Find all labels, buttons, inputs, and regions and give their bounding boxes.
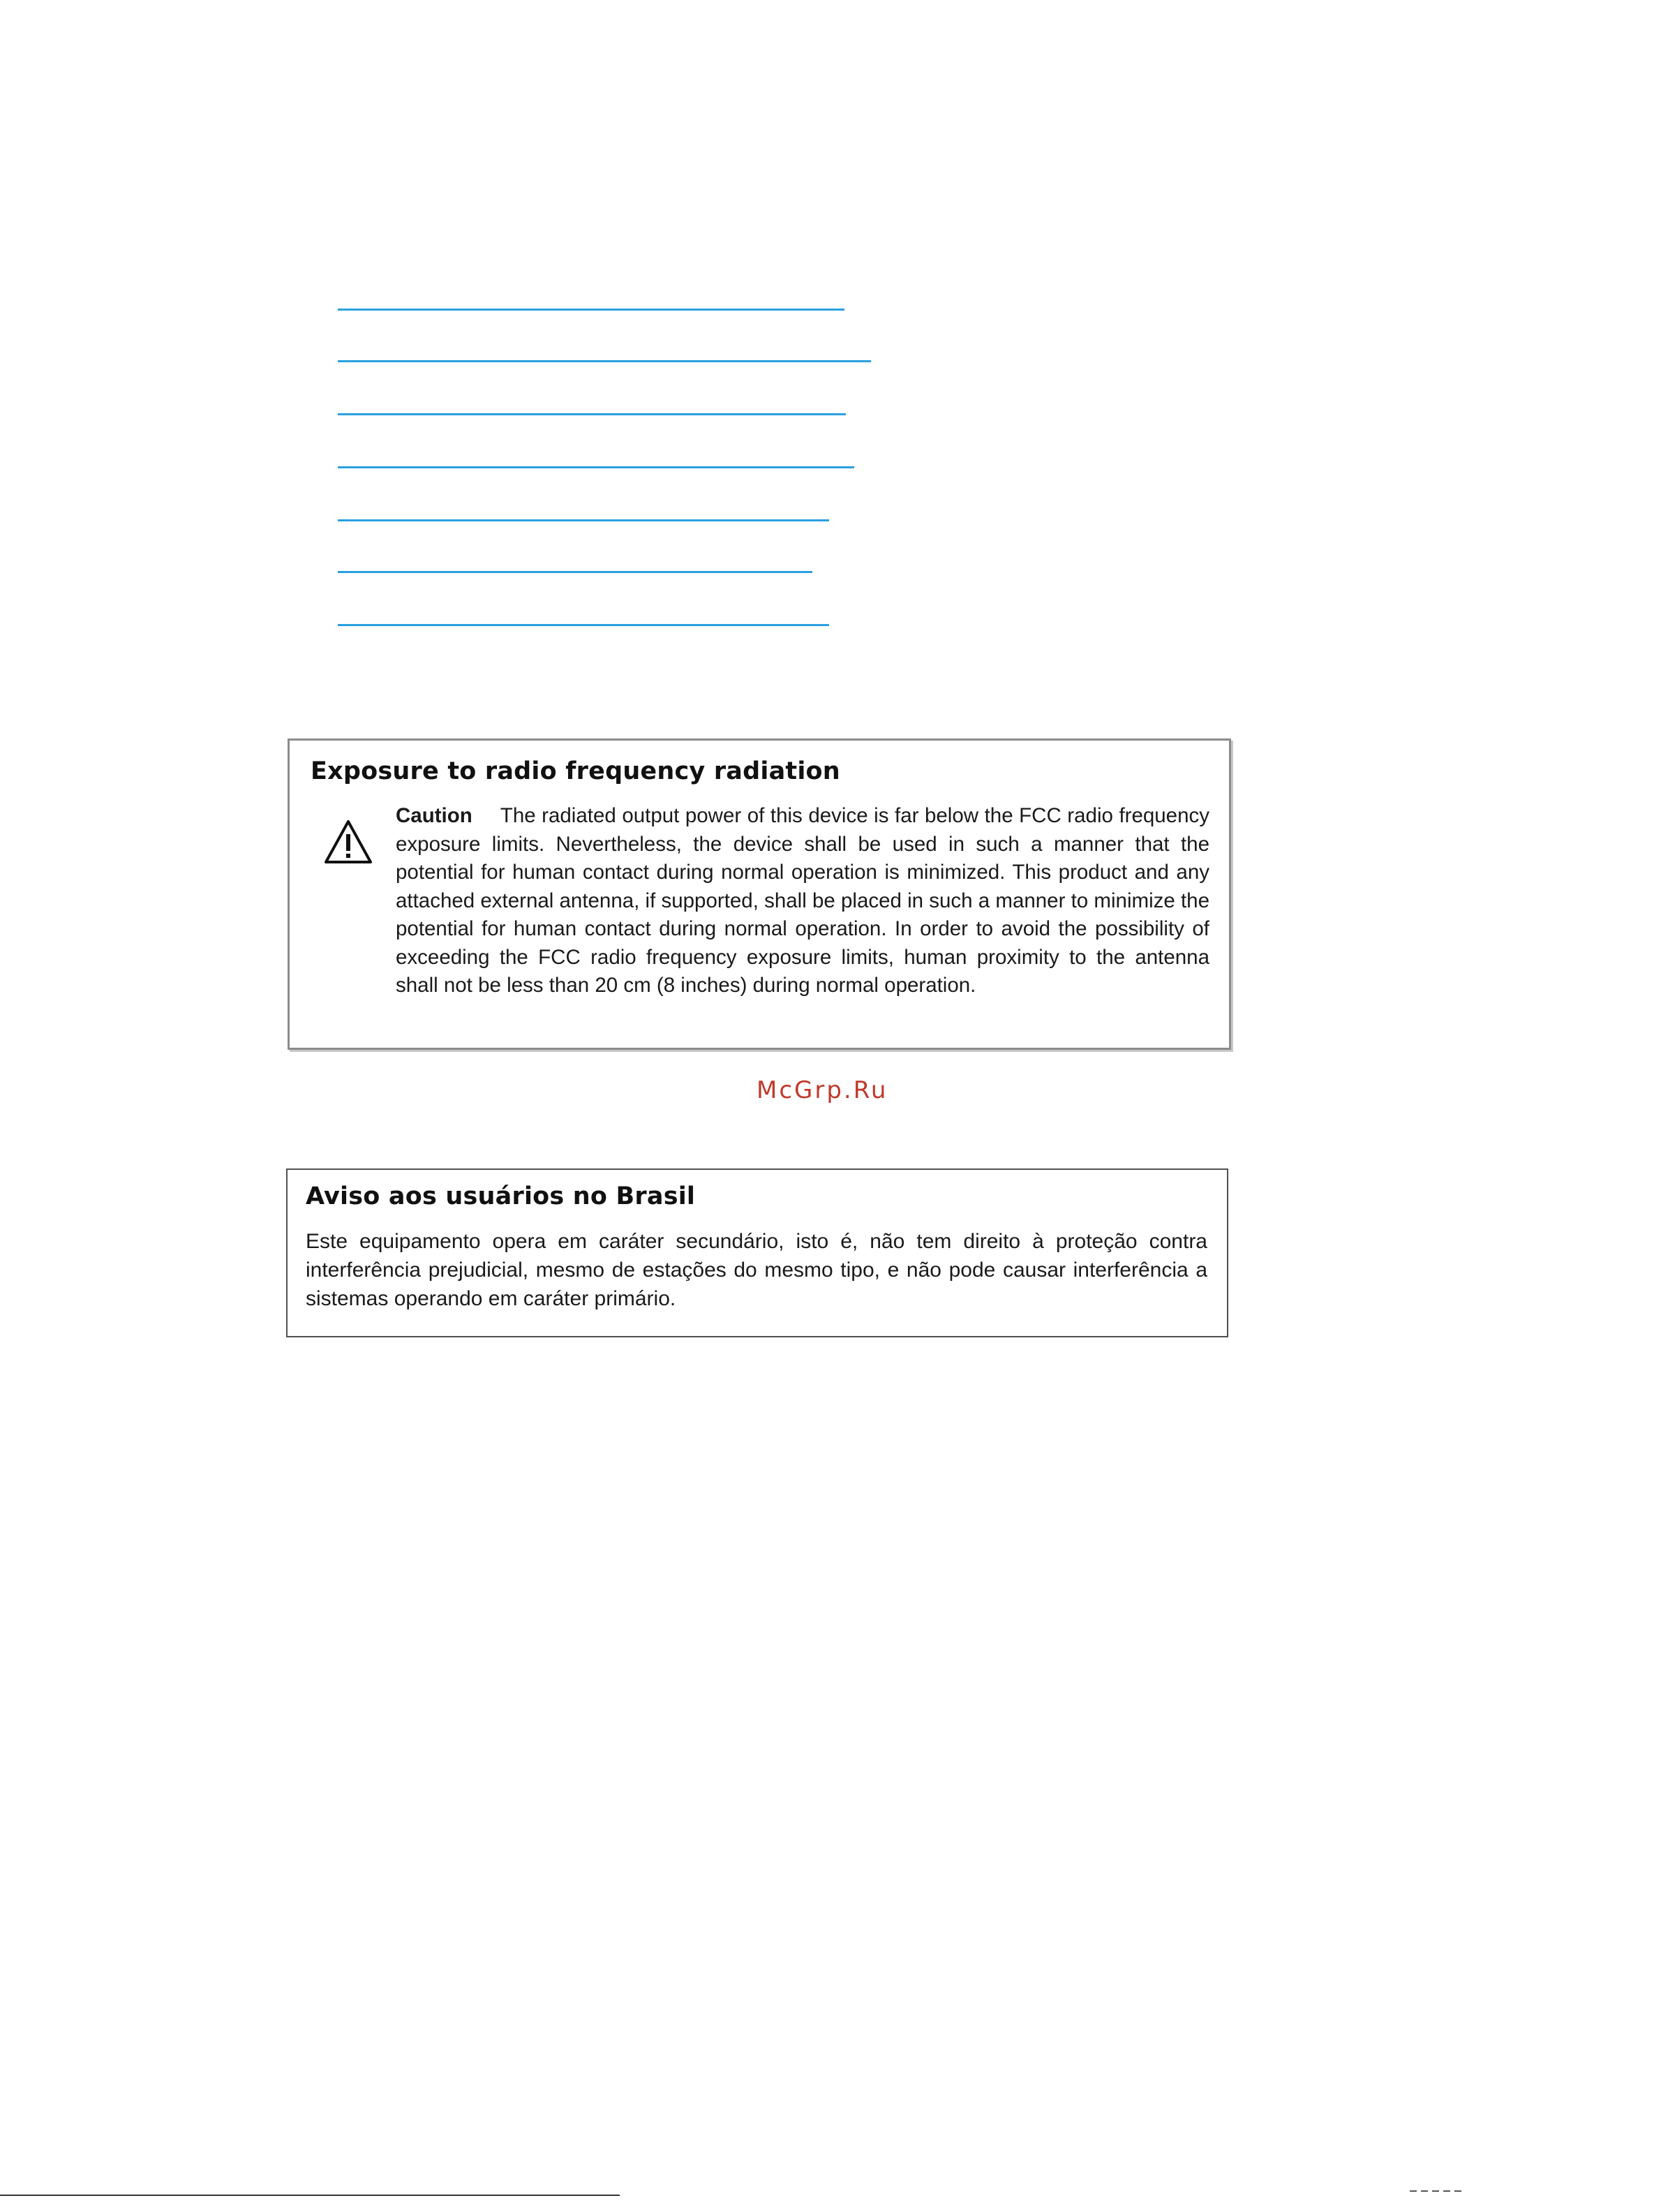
warning-triangle-icon	[323, 819, 373, 865]
link-item-4[interactable]	[338, 466, 854, 468]
link-item-2[interactable]	[338, 360, 871, 362]
link-item-7[interactable]	[338, 624, 829, 626]
brazil-users-notice	[286, 1168, 1228, 1337]
rf-notice-title: Exposure to radio frequency radiation	[311, 757, 840, 785]
footer-mark	[1410, 2188, 1477, 2195]
link-item-5[interactable]	[338, 519, 829, 521]
brazil-notice-title: Aviso aos usuários no Brasil	[306, 1182, 696, 1210]
rf-exposure-notice	[288, 738, 1231, 1050]
caution-label: Caution	[396, 804, 472, 827]
rf-notice-body	[396, 802, 1209, 1000]
link-item-3[interactable]	[338, 413, 846, 415]
watermark: McGrp.Ru	[757, 1076, 888, 1104]
rf-notice-text: The radiated output power of this device is far below the FCC radio frequency exposure limits. Nevertheless, the device shall be used in such a manner that the potential for human contact during normal operation is minimized. This product and any attached external antenna, if supported, shall be placed in such a manner to minimize the potential for human contact during normal operation. In order to avoid the possibility of exceeding the FCC radio frequency exposure limits, human proximity to the antenna shall not be less than 20 cm (8 inches) during normal operation.	[396, 804, 1209, 997]
brazil-notice-text: Este equipamento opera em caráter secundário, isto é, não tem direito à proteção contra interferência prejudicial, mesmo de estações do mesmo tipo, e não pode causar interferência a sistemas operando em caráter primário.	[306, 1230, 1207, 1310]
footer-rule	[0, 2195, 620, 2196]
link-item-1[interactable]	[338, 309, 844, 311]
link-list	[0, 0, 1661, 698]
link-item-6[interactable]	[338, 571, 812, 573]
